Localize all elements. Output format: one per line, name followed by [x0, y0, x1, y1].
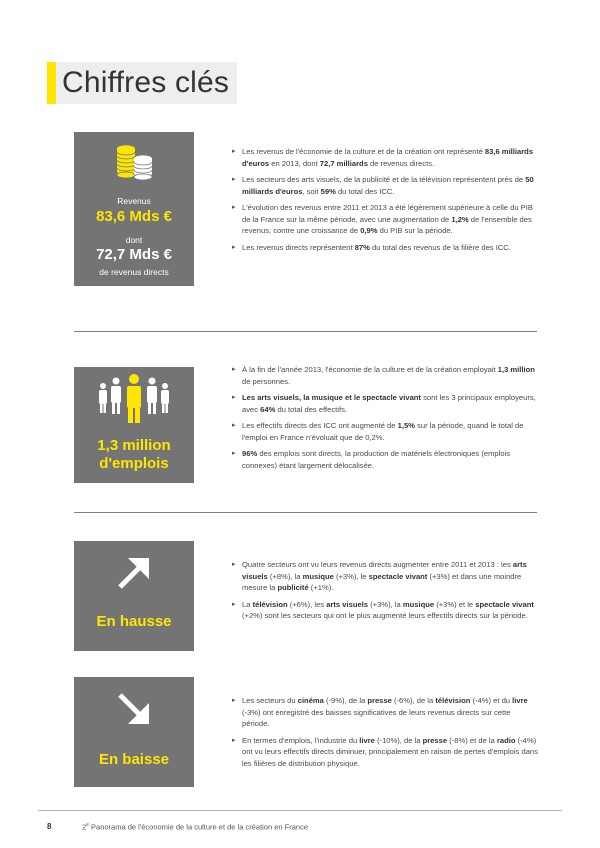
section-divider: [74, 512, 537, 513]
text-run: Les secteurs des arts visuels, de la publicité et de la télévision représentent près de: [242, 175, 526, 184]
baisse-label: En baisse: [98, 751, 170, 768]
hausse-card: [74, 541, 194, 651]
bold-text: 83,6 milliards d'euros: [242, 147, 534, 168]
text-run: (-10%), de la: [374, 735, 423, 745]
baisse-card: [74, 677, 194, 787]
text-run: Les secteurs du: [242, 696, 298, 705]
bold-text: 1,2%: [451, 214, 469, 224]
bullet-item: [232, 202, 538, 237]
text-run: (-4%) et du: [470, 696, 513, 705]
bullet-item: [232, 599, 538, 622]
bold-text: musique: [402, 599, 435, 609]
bold-text: radio: [496, 735, 516, 745]
bold-text: 1,3 million: [497, 365, 535, 374]
text-run: de l'ensemble des revenus, contre une croissance de: [242, 214, 532, 235]
bullet-item: [232, 420, 538, 443]
bold-text: 0,9%: [360, 226, 378, 235]
text-run: À la fin de l'année 2013, l'économie de la culture et de la création employait: [242, 365, 498, 374]
bold-text: livre: [512, 696, 528, 705]
coins-icon: [114, 142, 156, 182]
text-run: (-9%), de la: [323, 696, 368, 705]
bullet-item: [232, 392, 538, 415]
emplois-value-line1: 1,3 million: [97, 437, 171, 454]
footer-title: [82, 822, 308, 832]
emplois-card: [74, 367, 194, 483]
bold-text: télévision: [252, 599, 288, 609]
arrow-up-right-icon: [116, 555, 152, 591]
text-run: du total des effectifs.: [275, 404, 347, 414]
text-run: (-8%) et de la: [447, 735, 497, 745]
bold-text: spectacle vivant: [368, 571, 428, 581]
bold-text: 59%: [320, 186, 336, 196]
footer-prefix: 2: [82, 822, 87, 832]
bullet-item: [232, 146, 538, 169]
text-run: du total des revenus de la filière des ICC.: [369, 242, 511, 252]
text-run: en 2013, dont: [269, 158, 320, 168]
bullet-item: [232, 559, 538, 594]
bold-text: 1,5%: [397, 421, 415, 430]
bold-text: publicité: [277, 583, 309, 592]
bold-text: musique: [302, 571, 334, 581]
hausse-label: En hausse: [96, 613, 172, 630]
title-box: [56, 62, 237, 104]
bold-text: 72,7 milliards: [319, 158, 368, 168]
bold-text: 96%: [242, 449, 258, 458]
text-run: (+1%).: [308, 583, 334, 592]
bold-text: spectacle vivant: [475, 599, 534, 609]
footer-divider: [38, 810, 562, 811]
text-run: L'évolution des revenus entre 2011 et 2013 a été légèrement supérieure à celle du PIB de la France sur la même période, avec une augmentation de: [242, 203, 533, 224]
revenus-label: Revenus: [117, 196, 151, 206]
baisse-bullet-list: [232, 695, 538, 774]
text-run: du PIB sur la période.: [377, 226, 453, 235]
bullet-item: [232, 174, 538, 197]
text-run: (-4%) ont vu leurs effectifs directs diminuer, principalement en raison de pertes d'emplois dans les filières de distribution physique.: [242, 735, 538, 768]
text-run: du total des ICC.: [335, 186, 395, 196]
bold-text: livre: [359, 735, 375, 745]
title-accent-bar: [47, 62, 56, 104]
revenus-dont-label: dont: [125, 235, 143, 245]
arrow-down-right-icon: [116, 691, 152, 727]
footer-text: Panorama de l'économie de la culture et de la création en France: [88, 822, 309, 832]
revenus-total-value: 83,6 Mds €: [96, 208, 172, 225]
text-run: (-6%), de la: [391, 696, 436, 705]
revenus-directs-label: de revenus directs: [99, 267, 169, 277]
bullet-item: [232, 364, 538, 387]
bullet-item: [232, 448, 538, 471]
footer-sup: e: [86, 822, 89, 828]
page-number: 8: [47, 822, 52, 831]
text-run: (+8%), la: [267, 571, 303, 581]
text-run: Les effectifs directs des ICC ont augmenté de: [242, 421, 398, 430]
page-title-block: [47, 62, 237, 104]
page-title: Chiffres clés: [62, 66, 230, 99]
text-run: En termes d'emplois, l'industrie du: [242, 735, 360, 745]
text-run: (+3%), la: [368, 599, 403, 609]
text-run: La: [242, 599, 253, 609]
bold-text: 50 milliards d'euros: [242, 175, 534, 196]
emplois-bullet-list: [232, 364, 538, 476]
text-run: Les revenus directs représentent: [242, 242, 355, 252]
text-run: (+3%), le: [333, 571, 369, 581]
text-run: (+3%) et le: [434, 599, 476, 609]
bold-text: télévision: [435, 696, 471, 705]
text-run: sont les 3 principaux employeurs, avec: [242, 393, 536, 414]
bold-text: arts visuels: [326, 599, 369, 609]
text-run: de personnes.: [242, 376, 291, 386]
text-run: sur la période, quand le total de l'emploi en France n'évoluait que de 0,2%.: [242, 421, 524, 442]
text-run: Les revenus de l'économie de la culture et de la création ont représenté: [242, 147, 485, 156]
revenus-bullet-list: [232, 146, 538, 258]
text-run: (+6%), les: [287, 599, 327, 609]
bold-text: presse: [422, 735, 448, 745]
hausse-bullet-list: [232, 559, 538, 627]
bold-text: arts visuels: [242, 560, 527, 581]
revenus-card: [74, 132, 194, 286]
emplois-value-line2: d'emplois: [99, 455, 169, 472]
text-run: Quatre secteurs ont vu leurs revenus directs augmenter entre 2011 et 2013 : les: [242, 560, 513, 569]
text-run: (-3%) ont enregistré des baisses significatives de leurs revenus directs sur cette période.: [242, 707, 511, 728]
text-run: (+3%) et dans une moindre mesure la: [242, 571, 522, 592]
bullet-item: [232, 242, 538, 254]
bold-text: Les arts visuels, la musique et le spectacle vivant: [242, 393, 421, 402]
bold-text: cinéma: [297, 696, 324, 705]
people-icon: [96, 373, 172, 425]
bold-text: 64%: [260, 404, 276, 414]
bullet-item: [232, 695, 538, 730]
section-divider: [74, 331, 537, 332]
revenus-directs-value: 72,7 Mds €: [96, 246, 172, 263]
text-run: de revenus directs.: [367, 158, 435, 168]
text-run: , soit: [302, 186, 321, 196]
bold-text: 87%: [354, 242, 370, 252]
text-run: (+2%) sont les secteurs qui ont le plus augmenté leurs effectifs directs sur la période.: [242, 611, 528, 620]
bold-text: presse: [367, 696, 392, 705]
text-run: des emplois sont directs, la production de matériels électroniques (emplois connexes) étant largement délocalisée.: [242, 449, 511, 470]
bullet-item: [232, 735, 538, 770]
